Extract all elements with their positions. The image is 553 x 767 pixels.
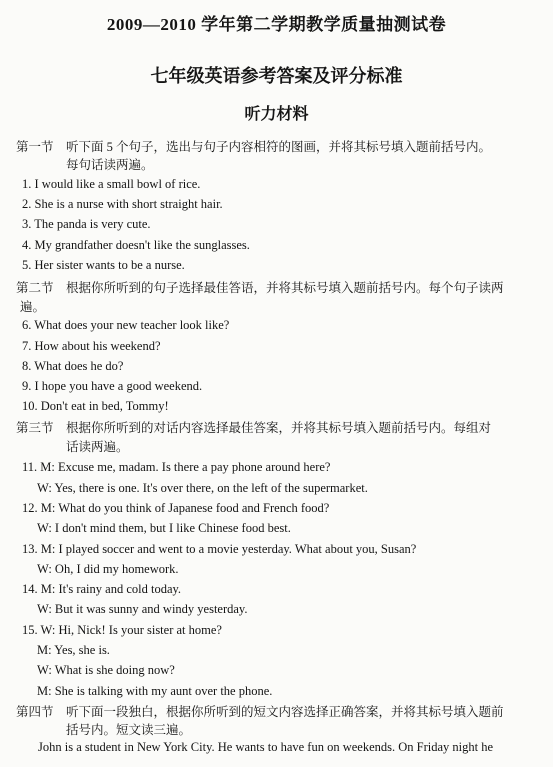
section-3-instruction-cont: 话读两遍。 [66,440,129,454]
section-3-instruction: 根据你所听到的对话内容选择最佳答案，并将其标号填入题前括号内。每组对 [66,421,492,435]
question-12-speaker-m: 12. M: What do you think of Japanese food and French food? [22,501,330,515]
section-3-label: 第三节 [16,421,54,435]
section-4-label: 第四节 [16,705,54,719]
section-4-instruction-cont: 括号内。短文读三遍。 [66,723,192,737]
question-14-speaker-m: 14. M: It's rainy and cold today. [22,582,182,596]
question-15-speaker-w-2: W: What is she doing now? [37,663,175,677]
section-1-instruction: 听下面 5 个句子，选出与句子内容相符的图画，并将其标号填入题前括号内。 [66,140,492,154]
section-2-instruction-cont: 遍。 [20,300,46,314]
question-15-speaker-w: 15. W: Hi, Nick! Is your sister at home? [22,623,222,637]
question-3: 3. The panda is very cute. [22,217,151,231]
question-2: 2. She is a nurse with short straight hair. [22,197,223,211]
question-15-speaker-m: M: Yes, she is. [37,643,110,657]
question-13-speaker-m: 13. M: I played soccer and went to a movie yesterday. What about you, Susan? [22,542,417,556]
question-13-speaker-w: W: Oh, I did my homework. [37,562,179,576]
question-6: 6. What does your new teacher look like? [22,318,230,332]
question-7: 7. How about his weekend? [22,339,161,353]
question-10: 10. Don't eat in bed, Tommy! [22,399,169,413]
listening-heading: 听力材料 [244,106,309,123]
section-1-label: 第一节 [16,140,54,154]
question-15-speaker-m-2: M: She is talking with my aunt over the phone. [37,684,273,698]
section-4-instruction: 听下面一段独白，根据你所听到的短文内容选择正确答案，并将其标号填入题前 [66,705,504,719]
monologue-passage: John is a student in New York City. He wants to have fun on weekends. On Friday night he [38,740,494,754]
question-1: 1. I would like a small bowl of rice. [22,177,201,191]
question-9: 9. I hope you have a good weekend. [22,379,203,393]
question-11-speaker-m: 11. M: Excuse me, madam. Is there a pay phone around here? [22,460,331,474]
section-1-instruction-cont: 每句话读两遍。 [66,158,154,172]
document-subtitle: 七年级英语参考答案及评分标准 [150,66,403,86]
section-2-label: 第二节 [16,281,54,295]
question-11-speaker-w: W: Yes, there is one. It's over there, on the left of the supermarket. [37,481,368,495]
question-4: 4. My grandfather doesn't like the sunglasses. [22,238,250,252]
question-12-speaker-w: W: I don't mind them, but I like Chinese food best. [37,521,291,535]
question-5: 5. Her sister wants to be a nurse. [22,258,185,272]
question-14-speaker-w: W: But it was sunny and windy yesterday. [37,602,248,616]
exam-title: 2009—2010 学年第二学期教学质量抽测试卷 [106,15,447,34]
question-8: 8. What does he do? [22,359,124,373]
section-2-instruction: 根据你所听到的句子选择最佳答语，并将其标号填入题前括号内。每个句子读两 [66,281,504,295]
